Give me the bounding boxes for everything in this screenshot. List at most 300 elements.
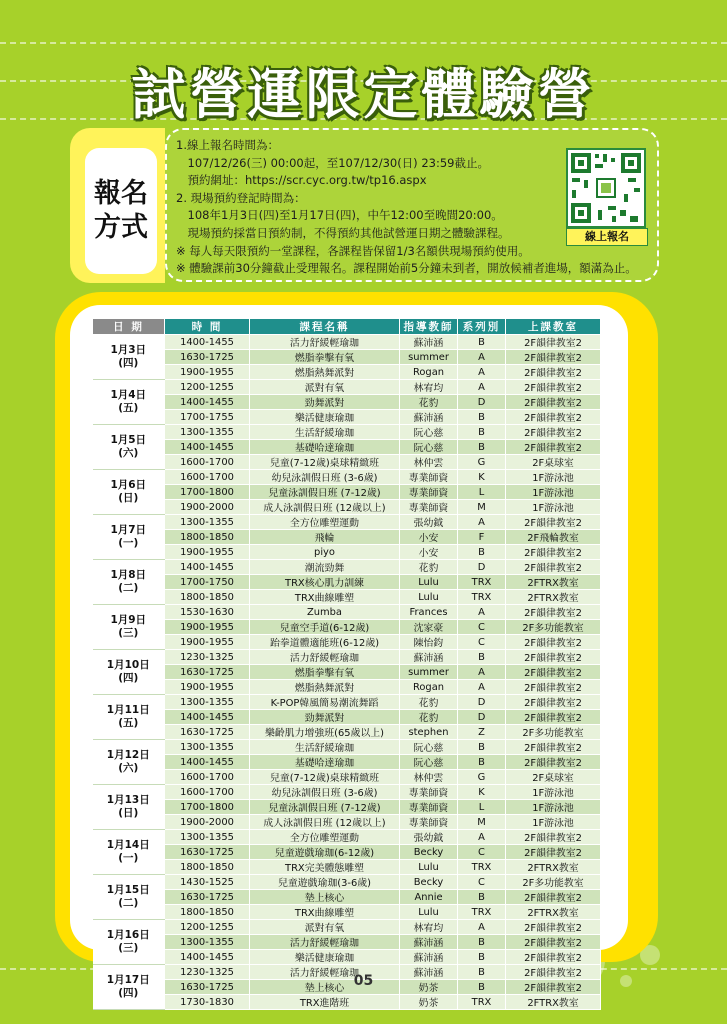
cell-room: 2F桌球室 [506, 455, 601, 470]
cell-date [93, 335, 165, 380]
cell-time: 1630-1725 [165, 845, 250, 860]
cell-course: 燃脂拳擊有氧 [250, 350, 400, 365]
cell-time: 1300-1355 [165, 935, 250, 950]
cell-series: K [458, 470, 506, 485]
cell-time: 1230-1325 [165, 965, 250, 980]
cell-room: 2F韻律教室2 [506, 665, 601, 680]
cell-teacher: 花豹 [400, 560, 458, 575]
weekday-label: (三) [118, 627, 139, 639]
table-row [93, 860, 601, 875]
table-row [93, 380, 601, 395]
registration-instructions [176, 137, 637, 278]
weekday-label: (五) [118, 402, 139, 414]
cell-room: 2F飛輪教室 [506, 530, 601, 545]
cell-course: 全方位雕塑運動 [250, 515, 400, 530]
cell-course: 兒童空手道(6-12歲) [250, 620, 400, 635]
qr-code[interactable] [566, 148, 646, 228]
table-row [93, 950, 601, 965]
cell-time: 1230-1325 [165, 650, 250, 665]
cell-course: 活力舒緩輕瑜珈 [250, 965, 400, 980]
cell-series: B [458, 965, 506, 980]
cell-room: 2F韻律教室2 [506, 515, 601, 530]
cell-teacher: 阮心慈 [400, 425, 458, 440]
cell-room: 2F多功能教室 [506, 725, 601, 740]
cell-teacher: 阮心慈 [400, 755, 458, 770]
cell-course: 勁舞派對 [250, 710, 400, 725]
cell-course: 幼兒泳訓假日班 (3-6歲) [250, 785, 400, 800]
registration-line: 預約網址：https://scr.cyc.org.tw/tp16.aspx [176, 173, 427, 188]
cell-room: 2F韻律教室2 [506, 710, 601, 725]
cell-time: 1630-1725 [165, 890, 250, 905]
cell-course: 活力舒緩輕瑜珈 [250, 335, 400, 350]
cell-time: 1200-1255 [165, 380, 250, 395]
cell-course: TRX曲線雕塑 [250, 590, 400, 605]
page-number: 05 [353, 973, 374, 989]
table-row [93, 830, 601, 845]
schedule-table [92, 318, 601, 1010]
registration-badge-label: 報名方式 [94, 178, 148, 243]
cell-room: 2F韻律教室2 [506, 410, 601, 425]
weekday-label: (六) [118, 447, 139, 459]
table-row [93, 605, 601, 620]
table-row [93, 905, 601, 920]
cell-room: 2F桌球室 [506, 770, 601, 785]
date-label: 1月15日 [106, 884, 150, 896]
cell-teacher: 專業師資 [400, 800, 458, 815]
cell-series: M [458, 500, 506, 515]
header-teacher: 指導教師 [400, 319, 458, 335]
cell-room: 2F韻律教室2 [506, 350, 601, 365]
cell-series: C [458, 875, 506, 890]
cell-time: 1800-1850 [165, 860, 250, 875]
cell-room: 2F韻律教室2 [506, 920, 601, 935]
table-row [93, 665, 601, 680]
cell-time: 1700-1800 [165, 800, 250, 815]
table-row [93, 635, 601, 650]
cell-room: 2F韻律教室2 [506, 605, 601, 620]
table-row [93, 800, 601, 815]
cell-course: 兒童泳訓假日班 (7-12歲) [250, 485, 400, 500]
cell-course: 墊上核心 [250, 980, 400, 995]
cell-room: 2F韻律教室2 [506, 395, 601, 410]
weekday-label: (二) [118, 582, 139, 594]
table-row [93, 785, 601, 800]
cell-time: 1400-1455 [165, 560, 250, 575]
cell-teacher: stephen [400, 725, 458, 740]
cell-room: 2F韻律教室2 [506, 695, 601, 710]
table-row [93, 500, 601, 515]
cell-course: 跆拳道體適能班(6-12歲) [250, 635, 400, 650]
cell-time: 1600-1700 [165, 785, 250, 800]
cell-course: 活力舒緩輕瑜珈 [250, 650, 400, 665]
cell-time: 1900-1955 [165, 620, 250, 635]
weekday-label: (一) [118, 852, 139, 864]
cell-course: 幼兒泳訓假日班 (3-6歲) [250, 470, 400, 485]
cell-teacher: 張幼鉞 [400, 515, 458, 530]
page-title: 試營運限定體驗營 [131, 63, 596, 126]
table-row [93, 620, 601, 635]
table-row [93, 770, 601, 785]
cell-series: C [458, 620, 506, 635]
cell-series: D [458, 695, 506, 710]
cell-room: 2F韻律教室2 [506, 380, 601, 395]
table-row [93, 650, 601, 665]
table-row [93, 920, 601, 935]
cell-series: M [458, 815, 506, 830]
cell-series: TRX [458, 995, 506, 1010]
cell-teacher: Becky [400, 845, 458, 860]
cell-time: 1700-1800 [165, 485, 250, 500]
cell-teacher: Rogan [400, 365, 458, 380]
cell-teacher: 林宥均 [400, 380, 458, 395]
registration-line: 1.線上報名時間為： [176, 138, 279, 152]
table-row [93, 440, 601, 455]
table-row [93, 350, 601, 365]
cell-series: C [458, 845, 506, 860]
weekday-label: (四) [118, 672, 139, 684]
cell-series: B [458, 545, 506, 560]
cell-series: B [458, 410, 506, 425]
cell-series: K [458, 785, 506, 800]
table-row [93, 410, 601, 425]
cell-teacher: 奶茶 [400, 980, 458, 995]
cell-course: 墊上核心 [250, 890, 400, 905]
table-row [93, 755, 601, 770]
cell-course: 成人泳訓假日班 (12歲以上) [250, 815, 400, 830]
table-row [93, 485, 601, 500]
cell-room: 2F韻律教室2 [506, 755, 601, 770]
cell-series: TRX [458, 860, 506, 875]
cell-time: 1300-1355 [165, 695, 250, 710]
weekday-label: (四) [118, 987, 139, 999]
cell-series: TRX [458, 575, 506, 590]
cell-series: D [458, 395, 506, 410]
cell-course: 樂齡肌力增強班(65歲以上) [250, 725, 400, 740]
weekday-label: (二) [118, 897, 139, 909]
cell-course: 燃脂熱舞派對 [250, 365, 400, 380]
cell-date [93, 380, 165, 425]
cell-time: 1400-1455 [165, 395, 250, 410]
cell-course: 樂活健康瑜珈 [250, 410, 400, 425]
cell-room: 2F韻律教室2 [506, 890, 601, 905]
cell-time: 1400-1455 [165, 710, 250, 725]
header-course: 課程名稱 [250, 319, 400, 335]
cell-series: C [458, 635, 506, 650]
cell-date [93, 740, 165, 785]
weekday-label: (三) [118, 942, 139, 954]
header-date: 日 期 [93, 319, 165, 335]
cell-series: B [458, 650, 506, 665]
schedule-header-row [93, 319, 601, 335]
cell-course: 派對有氧 [250, 380, 400, 395]
date-label: 1月17日 [106, 974, 150, 986]
cell-room: 2F韻律教室2 [506, 560, 601, 575]
cell-series: G [458, 455, 506, 470]
cell-course: 派對有氧 [250, 920, 400, 935]
cell-series: A [458, 605, 506, 620]
cell-series: B [458, 980, 506, 995]
cell-date [93, 560, 165, 605]
cell-time: 1300-1355 [165, 830, 250, 845]
cell-room: 1F游泳池 [506, 470, 601, 485]
registration-line: 現場預約採當日預約制，不得預約其他試營運日期之體驗課程。 [176, 225, 510, 240]
cell-room: 2F韻律教室2 [506, 935, 601, 950]
cell-room: 2F韻律教室2 [506, 740, 601, 755]
date-label: 1月9日 [110, 614, 147, 626]
cell-course: 兒童遊戲瑜珈(6-12歲) [250, 845, 400, 860]
cell-course: 全方位雕塑運動 [250, 830, 400, 845]
table-row [93, 575, 601, 590]
cell-series: L [458, 800, 506, 815]
cell-room: 2F韻律教室2 [506, 950, 601, 965]
cell-time: 1530-1630 [165, 605, 250, 620]
cell-series: TRX [458, 590, 506, 605]
cell-room: 2F韻律教室2 [506, 635, 601, 650]
cell-date [93, 830, 165, 875]
cell-date [93, 650, 165, 695]
table-row [93, 515, 601, 530]
table-row [93, 875, 601, 890]
cell-series: A [458, 830, 506, 845]
table-row [93, 845, 601, 860]
table-row [93, 470, 601, 485]
cell-time: 1300-1355 [165, 740, 250, 755]
qr-label: 線上報名 [566, 228, 648, 246]
cell-course: 活力舒緩輕瑜珈 [250, 935, 400, 950]
cell-course: piyo [250, 545, 400, 560]
cell-teacher: 花豹 [400, 695, 458, 710]
table-row [93, 695, 601, 710]
table-row [93, 530, 601, 545]
cell-teacher: 林仲雲 [400, 455, 458, 470]
cell-teacher: Lulu [400, 860, 458, 875]
cell-teacher: 小安 [400, 545, 458, 560]
cell-room: 2F多功能教室 [506, 875, 601, 890]
cell-course: TRX進階班 [250, 995, 400, 1010]
cell-teacher: 林宥均 [400, 920, 458, 935]
cell-teacher: Lulu [400, 590, 458, 605]
cell-room: 2F多功能教室 [506, 620, 601, 635]
cell-teacher: Annie [400, 890, 458, 905]
cell-course: 飛輪 [250, 530, 400, 545]
cell-teacher: 阮心慈 [400, 740, 458, 755]
cell-course: 兒童遊戲瑜珈(3-6歲) [250, 875, 400, 890]
cell-teacher: 花豹 [400, 395, 458, 410]
cell-room: 2F韻律教室2 [506, 365, 601, 380]
table-row [93, 335, 601, 350]
cell-time: 1630-1725 [165, 980, 250, 995]
cell-course: TRX核心肌力訓練 [250, 575, 400, 590]
header-series: 系列別 [458, 319, 506, 335]
cell-time: 1200-1255 [165, 920, 250, 935]
cell-time: 1400-1455 [165, 755, 250, 770]
table-row [93, 365, 601, 380]
weekday-label: (四) [118, 357, 139, 369]
cell-teacher: summer [400, 350, 458, 365]
cell-course: 燃脂熱舞派對 [250, 680, 400, 695]
cell-date [93, 605, 165, 650]
cell-teacher: 專業師資 [400, 485, 458, 500]
cell-course: 潮流勁舞 [250, 560, 400, 575]
weekday-label: (五) [118, 717, 139, 729]
cell-room: 2F韻律教室2 [506, 965, 601, 980]
cell-series: L [458, 485, 506, 500]
cell-date [93, 470, 165, 515]
registration-badge [85, 148, 157, 274]
cell-series: B [458, 935, 506, 950]
date-label: 1月7日 [110, 524, 147, 536]
cell-series: A [458, 665, 506, 680]
cell-teacher: 專業師資 [400, 500, 458, 515]
cell-date [93, 695, 165, 740]
cell-room: 2F韻律教室2 [506, 425, 601, 440]
cell-teacher: 林仲雲 [400, 770, 458, 785]
cell-time: 1900-1955 [165, 635, 250, 650]
cell-room: 2FTRX教室 [506, 995, 601, 1010]
cell-room: 2F韻律教室2 [506, 680, 601, 695]
cell-time: 1600-1700 [165, 455, 250, 470]
cell-series: B [458, 335, 506, 350]
table-row [93, 815, 601, 830]
cell-time: 1400-1455 [165, 440, 250, 455]
cell-series: B [458, 755, 506, 770]
cell-course: 勁舞派對 [250, 395, 400, 410]
cell-teacher: 專業師資 [400, 815, 458, 830]
cell-series: A [458, 380, 506, 395]
cell-room: 2FTRX教室 [506, 575, 601, 590]
cell-time: 1800-1850 [165, 905, 250, 920]
cell-series: G [458, 770, 506, 785]
registration-line: 107/12/26(三) 00:00起，至107/12/30(日) 23:59截止。 [176, 155, 489, 170]
cell-room: 2F韻律教室2 [506, 650, 601, 665]
cell-time: 1600-1700 [165, 770, 250, 785]
cell-series: F [458, 530, 506, 545]
cell-series: D [458, 710, 506, 725]
date-label: 1月3日 [110, 344, 147, 356]
cell-room: 2F韻律教室2 [506, 335, 601, 350]
date-label: 1月4日 [110, 389, 147, 401]
cell-series: B [458, 740, 506, 755]
cell-date [93, 425, 165, 470]
cell-teacher: 蘇沛涵 [400, 950, 458, 965]
cell-teacher: Rogan [400, 680, 458, 695]
date-label: 1月11日 [106, 704, 150, 716]
weekday-label: (日) [118, 807, 139, 819]
cell-time: 1800-1850 [165, 530, 250, 545]
header-room: 上課教室 [506, 319, 601, 335]
cell-series: A [458, 515, 506, 530]
cell-teacher: 蘇沛涵 [400, 410, 458, 425]
cell-course: 兒童泳訓假日班 (7-12歲) [250, 800, 400, 815]
cell-time: 1430-1525 [165, 875, 250, 890]
cell-teacher: 專業師資 [400, 470, 458, 485]
registration-line: ※ 每人每天限預約一堂課程，各課程皆保留1/3名額供現場預約使用。 [176, 243, 530, 258]
cell-room: 1F游泳池 [506, 485, 601, 500]
cell-teacher: Frances [400, 605, 458, 620]
table-row [93, 680, 601, 695]
cell-course: 燃脂拳擊有氧 [250, 665, 400, 680]
table-row [93, 935, 601, 950]
cell-date [93, 785, 165, 830]
cell-series: D [458, 560, 506, 575]
cell-time: 1400-1455 [165, 950, 250, 965]
cell-course: 兒童(7-12歲)桌球精緻班 [250, 770, 400, 785]
cell-course: TRX曲線雕塑 [250, 905, 400, 920]
cell-course: 基礎哈達瑜珈 [250, 755, 400, 770]
cell-teacher: Lulu [400, 575, 458, 590]
table-row [93, 545, 601, 560]
cell-teacher: 小安 [400, 530, 458, 545]
cell-series: B [458, 425, 506, 440]
weekday-label: (日) [118, 492, 139, 504]
cell-time: 1900-2000 [165, 500, 250, 515]
cell-course: 基礎哈達瑜珈 [250, 440, 400, 455]
table-row [93, 710, 601, 725]
cell-teacher: 陳怡鈞 [400, 635, 458, 650]
date-label: 1月5日 [110, 434, 147, 446]
cell-time: 1600-1700 [165, 470, 250, 485]
cell-time: 1700-1755 [165, 410, 250, 425]
cell-course: TRX完美體態雕塑 [250, 860, 400, 875]
cell-series: B [458, 440, 506, 455]
cell-time: 1900-1955 [165, 680, 250, 695]
cell-room: 2F韻律教室2 [506, 830, 601, 845]
cell-teacher: 張幼鉞 [400, 830, 458, 845]
cell-teacher: 蘇沛涵 [400, 935, 458, 950]
cell-room: 1F游泳池 [506, 815, 601, 830]
cell-course: 生活舒緩瑜珈 [250, 740, 400, 755]
cell-date [93, 875, 165, 920]
cell-time: 1300-1355 [165, 425, 250, 440]
cell-time: 1400-1455 [165, 335, 250, 350]
table-row [93, 425, 601, 440]
cell-room: 2F韻律教室2 [506, 440, 601, 455]
table-row [93, 725, 601, 740]
cell-time: 1900-1955 [165, 545, 250, 560]
cell-series: Z [458, 725, 506, 740]
cell-series: A [458, 350, 506, 365]
cell-series: A [458, 920, 506, 935]
date-label: 1月12日 [106, 749, 150, 761]
cell-course: 樂活健康瑜珈 [250, 950, 400, 965]
cell-course: K-POP韓風簡易潮流舞蹈 [250, 695, 400, 710]
cell-teacher: 阮心慈 [400, 440, 458, 455]
background-dash-line [0, 42, 727, 44]
cell-room: 2FTRX教室 [506, 860, 601, 875]
cell-teacher: Becky [400, 875, 458, 890]
cell-time: 1630-1725 [165, 725, 250, 740]
table-row [93, 995, 601, 1010]
table-row [93, 395, 601, 410]
cell-series: TRX [458, 905, 506, 920]
cell-teacher: 沈家豪 [400, 620, 458, 635]
registration-line: 2. 現場預約登記時間為： [176, 190, 306, 205]
cell-course: 生活舒緩瑜珈 [250, 425, 400, 440]
date-label: 1月13日 [106, 794, 150, 806]
cell-room: 1F游泳池 [506, 800, 601, 815]
cell-series: B [458, 950, 506, 965]
cell-course: 成人泳訓假日班 (12歲以上) [250, 500, 400, 515]
cell-teacher: 花豹 [400, 710, 458, 725]
cell-date [93, 920, 165, 965]
cell-time: 1730-1830 [165, 995, 250, 1010]
cell-room: 1F游泳池 [506, 785, 601, 800]
cell-time: 1700-1750 [165, 575, 250, 590]
cell-time: 1300-1355 [165, 515, 250, 530]
table-row [93, 590, 601, 605]
cell-room: 1F游泳池 [506, 500, 601, 515]
qr-code-icon [568, 150, 644, 226]
